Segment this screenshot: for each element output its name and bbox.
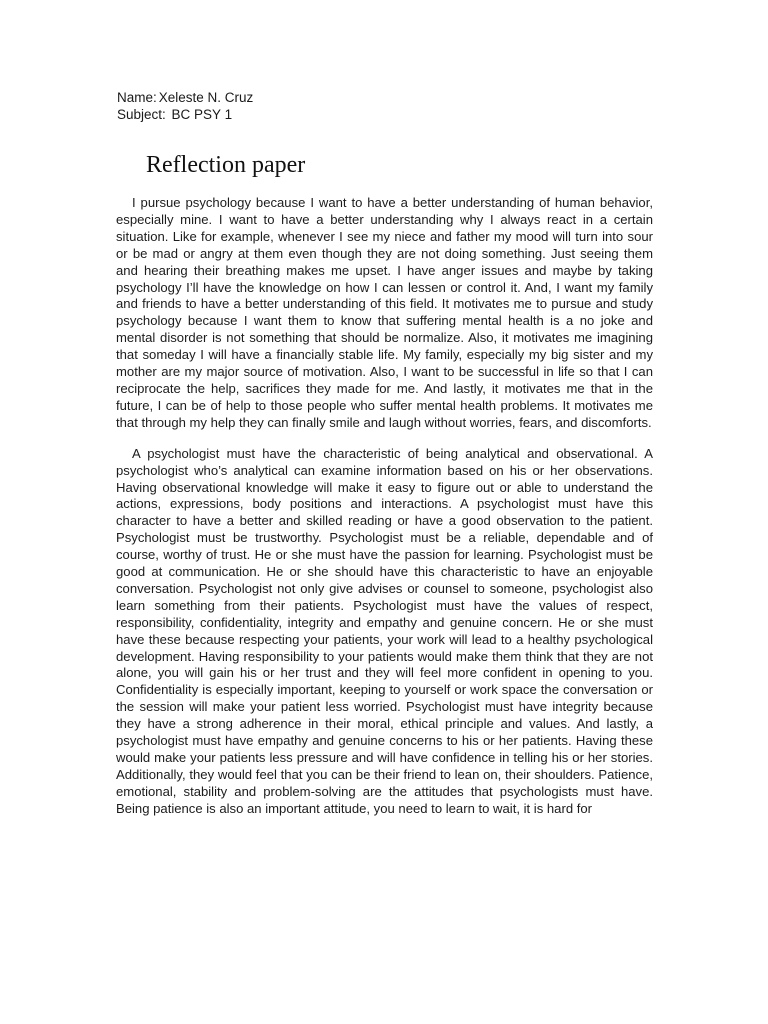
body-text <box>116 195 653 818</box>
name-label: Name: <box>117 90 157 105</box>
page-title: Reflection paper <box>146 152 306 178</box>
document-header <box>117 89 253 123</box>
name-value: Xeleste N. Cruz <box>158 90 254 105</box>
subject-label: Subject: <box>117 107 166 122</box>
paragraph-2: A psychologist must have the characteristic of being analytical and observational. A psychologist who’s analytical can examine information based on his or her observations. Having observational knowledge will make it easy to figure out or able to understand the actions, expressions, body positions and interactions. A psychologist must have this character to have a better and skilled reading or have a good observation to the patient. Psychologist must be trustworthy. Psychologist must be a reliable, dependable and of course, worthy of trust. He or she must have the passion for learning. Psychologist must be good at communication. He or she should have this characteristic to have an enjoyable conversation. Psychologist not only give advises or counsel to someone, psychologist also learn something from their patients. Psychologist must have the values of respect, responsibility, confidentiality, integrity and empathy and genuine concern. He or she must have these because respecting your patients, your work will lead to a healthy psychological development. Having responsibility to your patients would make them think that they are not alone, you will gain his or her trust and they will feel more confident in opening to you. Confidentiality is especially important, keeping to yourself or work space the conversation or the session will make your patient less worried. Psychologist must have integrity because they have a strong adherence in their moral, ethical principle and values. And lastly, a psychologist must have empathy and genuine concerns to his or her patients. Having these would make your patients less pressure and will have confidence in telling his or her stories. Additionally, they would feel that you can be their friend to lean on, their shoulders. Patience, emotional, stability and problem-solving are the attitudes that psychologists must have. Being patience is also an important attitude, you need to learn to wait, it is hard for <box>116 445 653 816</box>
paragraph-1: I pursue psychology because I want to have a better understanding of human behavior, especially mine. I want to have a better understanding why I always react in a certain situation. Like for example, whenever I see my niece and father my mood will turn into sour or be mad or angry at them even though they are not doing something. Just seeing them and hearing their breathing makes me upset. I have anger issues and maybe by taking psychology I’ll have the knowledge on how I can lessen or control it. And, I want my family and friends to have a better understanding of this field. It motivates me to pursue and study psychology because I want them to know that suffering mental health is a no joke and mental disorder is not something that should be normalize. Also, it motivates me imagining that someday I will have a financially stable life. My family, especially my big sister and my mother are my major source of motivation. Also, I want to be successful in life so that I can reciprocate the help, sacrifices they made for me. And lastly, it motivates me that in the future, I can be of help to those people who suffer mental health problems. It motivates me that through my help they can finally smile and laugh without worries, fears, and discomforts. <box>116 195 653 430</box>
name-line <box>117 89 253 106</box>
subject-value: BC PSY 1 <box>171 107 233 122</box>
subject-line <box>117 106 253 123</box>
